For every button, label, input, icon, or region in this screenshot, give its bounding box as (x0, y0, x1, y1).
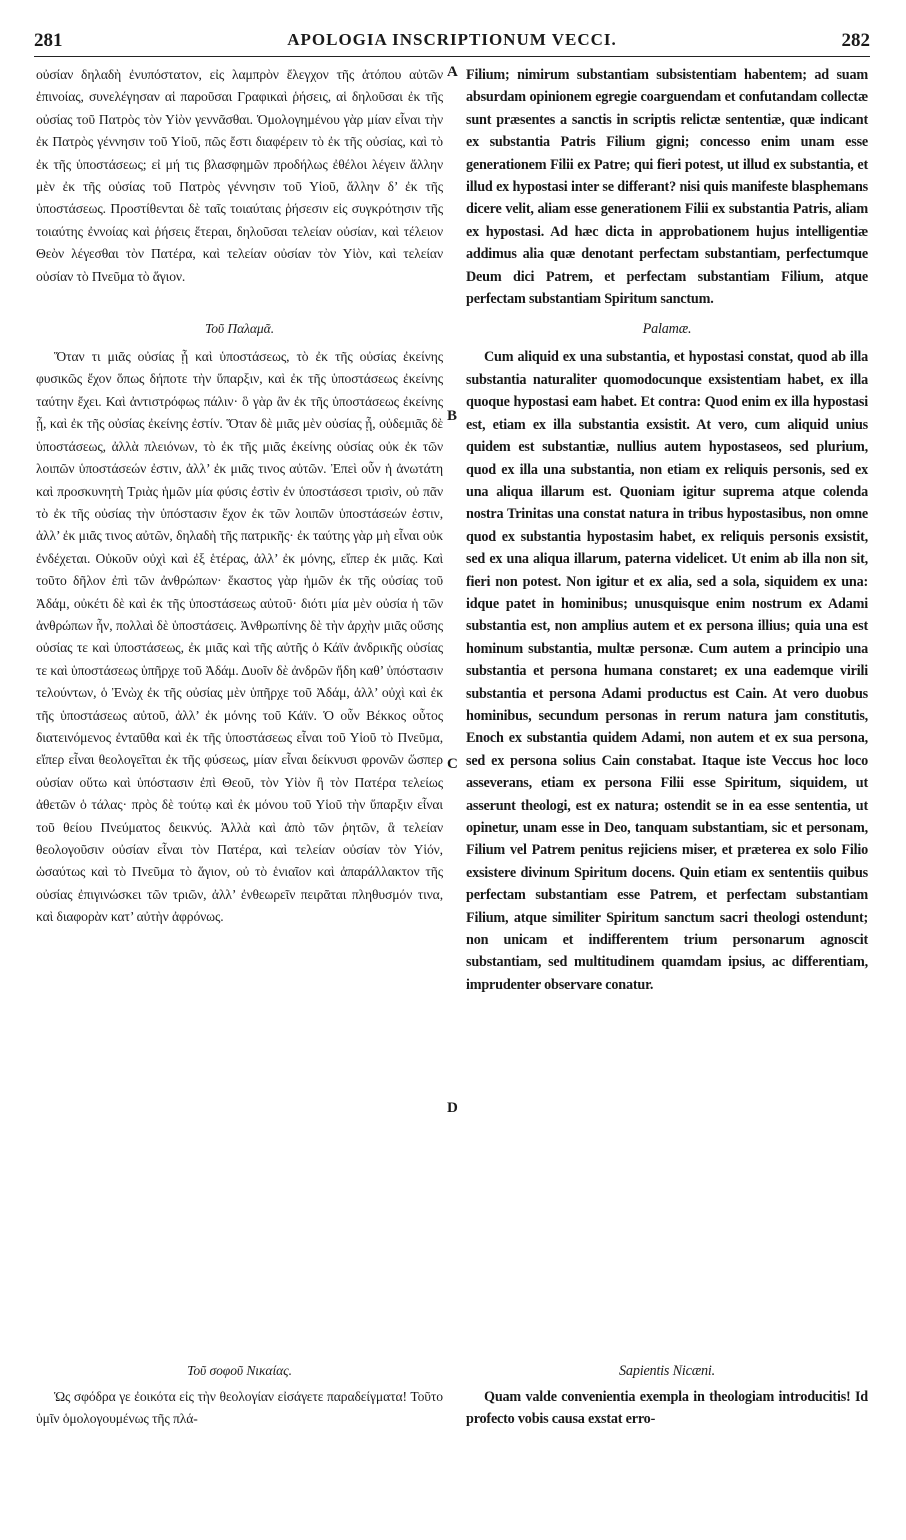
greek-paragraph-1: οὐσίαν δηλαδὴ ἐνυπόστατον, εἰς λαμπρὸν ἔλεγχον τῆς ἀτόπου αὐτῶν ἐπινοίας, συνελέγησαν αἱ παροῦσαι Γραφικαὶ ῥήσεις, αἱ δηλοῦσαι ἐκ τῆς οὐσίας τοῦ Πατρὸς τὸν Υἱὸν γεννᾶσθαι. Ὁμολογημένου γὰρ μίαν εἶναι τὴν ἐκ Πατρὸς γέννησιν τοῦ Υἱοῦ, πῶς ἔστι διαφέρειν τὸ ἐκ τῆς οὐσίας, καὶ τὸ ἐκ τῆς ὑποστάσεως; εἰ μή τις βλασφημῶν προδήλως ἐθέλοι λέγειν ἄλλην μὲν ἐκ τῆς οὐσίας τοῦ Πατρὸς γέννησιν τοῦ Υἱοῦ, ἄλλην δ’ ἐκ τῆς ὑποστάσεως. Προστίθενται δὲ ταῖς τοιαύταις ῥήσεσιν εἰς συγκρότησιν τῆς τοιαύτης ἐννοίας καὶ ῥήσεις ἕτεραι, δηλοῦσαι τελείαν οὐσίαν, καὶ τέλειον Θεὸν λέγεσθαι τὸν Πατέρα, καὶ τελείαν οὐσίαν τὸν Υἱὸν, καὶ τελείαν οὐσίαν τὸ Πνεῦμα τὸ ἅγιον. (36, 67, 443, 284)
greek-column (36, 64, 443, 1427)
greek-heading-nicaea: Τοῦ σοφοῦ Νικαίας. (187, 1363, 292, 1378)
latin-paragraph-2: Cum aliquid ex una substantia, et hypostasi constat, quod ab illa substantia naturaliter quomodocunque exsistentiam habet, ex illa quoque hypostasi eam habet. Et contra: Quod enim ex illa hypostasi est, etiam ex illa substantia exsistit. At vero, cum aliquid unius quidem est substantiæ, nullius autem hypostaseos, sed plurium, quod ex illa una substantia, non etiam ex reliquis personis, sed ex una aliqua illarum est. Quoniam igitur suprema atque colenda nostra Trinitas una constat natura in tribus hypostasibus, non omne quod ex substantia hypostasim habet, ex reliquis personis exsistit, sed ex una aliqua illarum, paterna videlicet. Ut enim ab illa non sit, fieri non potest. Non igitur et ex alia, sed a sola, siquidem ex una: idque patet in hominibus; unusquisque enim nostrum ex Adami substantia est, non amplius autem et ex persona illius; quia una est hominum substantia, multæ personæ. Cum autem a principio una substantia et persona humana constaret; ex una eademque virili substantia et persona Adami productus est Cain. At vero duobus hominibus, secundum personas in rerum natura jam constitutis, Enoch ex substantia quidem Adami, non autem et ex sua persona, sed ex persona solius Cain constabat. Itaque iste Veccus hoc loco asseverans, etiam ex persona Filii esse Spiritum, siquidem, ut asserunt theologi, est ex natura; ostendit se in ea esse sententia, ut opinetur, unam esse in Deo, tanquam substantiam, sic et personam, Filium vel Patrem penitus rejiciens miser, et præterea ex solo Filio exsistere divinum Spiritum docens. Quin etiam ex sententiis quibus perfectam substantiam esse Patrem, et perfectam substantiam Filium, atque similiter Spiritum sanctum sacri theologi ostendunt; non unicam et indifferentem trium personarum agnoscit substantiam, sed multitudinem quamdam ipsius, ac differentiam, imprudenter observare conatur. (466, 349, 868, 993)
page-number-left: 281 (34, 30, 63, 51)
latin-heading-palamas: Palamæ. (642, 321, 692, 338)
running-title: APOLOGIA INSCRIPTIONUM VECCI. (287, 30, 617, 49)
margin-letter-d: D (447, 1100, 458, 1116)
margin-letter-c: C (447, 756, 458, 772)
page-header (34, 30, 870, 57)
greek-heading-palamas: Τοῦ Παλαμᾶ. (205, 321, 274, 337)
latin-column (466, 64, 868, 1428)
greek-paragraph-3: Ὡς σφόδρα γε ἐοικότα εἰς τὴν θεολογίαν εἰσάγετε παραδείγματα! Τοῦτο ὑμῖν ὁμολογουμένως τῆς πλά- (36, 1389, 443, 1427)
margin-letter-b: B (447, 408, 458, 424)
latin-heading-nicaea: Sapientis Nicæni. (619, 1363, 715, 1379)
page-number-right: 282 (841, 30, 870, 51)
greek-paragraph-2: Ὅταν τι μιᾶς οὐσίας ᾖ καὶ ὑποστάσεως, τὸ ἐκ τῆς οὐσίας ἐκείνης φυσικῶς ἔχον ὅπως δήποτε τὴν ὕπαρξιν, καὶ ἐκ τῆς ὑποστάσεως ἐκείνης ταύτην ἔχει. Καὶ ἀντιστρόφως πάλιν· ὃ γὰρ ἂν ἐκ τῆς ὑποστάσεως ἐκείνης ᾖ, καὶ ἐκ τῆς οὐσίας ἐκείνης ἐστίν. Ὅταν δὲ μιᾶς μὲν οὐσίας ᾖ, οὐδεμιᾶς δὲ ὑποστάσεως, ἀλλὰ πλειόνων, τὸ ἐκ τῆς μιᾶς ἐκείνης οὐσίας οὐκ ἐκ τῶν λοιπῶν ὑποστάσεών ἐστιν, ἀλλ’ ἐκ μιᾶς τινος αὐτῶν. Ἐπεὶ οὖν ἡ ἀνωτάτη καὶ προσκυνητὴ Τριὰς ἡμῶν μία φύσις ἐστὶν ἐν ὑποστάσεσι τρισὶν, οὐ πᾶν τὸ ἐκ τῆς οὐσίας τὴν ὑπόστασιν ἔχον ἐκ τῶν λοιπῶν ὑποστάσεών ἐστιν, ἀλλ’ ἐκ μιᾶς τινος αὐτῶν, δηλαδὴ τῆς πατρικῆς· ἐκ ταύτης γὰρ μὴ εἶναι οὐκ ἐνδέχεται. Οὐκοῦν οὐχὶ καὶ ἐξ ἑτέρας, ἀλλ’ ἐκ μόνης, εἴπερ ἐκ μιᾶς. Καὶ τοῦτο δῆλον ἐπὶ τῶν ἀνθρώπων· ἕκαστος γὰρ ἡμῶν ἐκ τῆς οὐσίας τοῦ Ἀδάμ, οὐκέτι δὲ καὶ ἐκ τῆς ὑποστάσεως αὐτοῦ· διότι μία μὲν οὐσία ἡ τῶν ἀνθρώπων ἦν, πολλαὶ δὲ ὑποστάσεις. Ἀνθρωπίνης δὲ τὴν ἀρχὴν μιᾶς οὔσης οὐσίας τε καὶ ὑποστάσεως, ἐκ μιᾶς καὶ τῆς αὐτῆς ὁ Κάϊν ἀνδρικῆς οὐσίας τε καὶ ὑποστάσεως ὑπῆρχε τοῦ Ἀδάμ. Δυοῖν δὲ ἀνδρῶν ἤδη καθ’ ὑπόστασιν τελούντων, ὁ Ἐνὼχ ἐκ τῆς οὐσίας μὲν ὑπῆρχε τοῦ Ἀδάμ, ἀλλ’ οὐχὶ καὶ ἐκ τῆς ὑποστάσεως αὐτοῦ, ἀλλ’ ἐκ μόνης τοῦ Κάϊν. Ὁ οὖν Βέκκος οὗτος διατεινόμενος ἐνταῦθα καὶ ἐκ τῆς ὑποστάσεως εἶναι τοῦ Υἱοῦ τὸ Πνεῦμα, εἴπερ εἶναι θεολογεῖται ἐκ τῆς φύσεως, μίαν εἶναι δείκνυσι φρονῶν ὥσπερ οὐσίαν οὕτω καὶ ὑπόστασιν ἐπὶ Θεοῦ, τὸν Υἱὸν ἢ τὸν Πατέρα τελείως ἀθετῶν ὁ τάλας· πρὸς δὲ τούτῳ καὶ ἐκ μόνου τοῦ Υἱοῦ τὴν ὕπαρξιν εἶναι τοῦ θείου Πνεύματος δεικνύς. Ἀλλὰ καὶ ἀπὸ τῶν ῥητῶν, ἃ τελείαν θεολογοῦσιν οὐσίαν εἶναι τὸν Πατέρα, καὶ τελείαν οὐσίαν τὸν Υἱόν, ὡσαύτως καὶ τὸ Πνεῦμα τὸ ἅγιον, οὐ τὸ ἑνιαῖον καὶ ἀπαράλλακτον τῆς οὐσίας ἐπιγινώσκει τῶν τριῶν, ἀλλ’ ἐνθεωρεῖν πειρᾶται πληθυσμόν τινα, καὶ διαφορὰν κατ’ αὐτὴν ἀφρόνως. (36, 349, 443, 925)
latin-paragraph-3: Quam valde convenientia exempla in theologiam introducitis! Id profecto vobis causa exstat erro- (466, 1389, 868, 1428)
latin-paragraph-1: Filium; nimirum substantiam subsistentiam habentem; ad suam absurdam opinionem egregie coarguendam et confutandam collectæ sunt præsentes a sanctis in scriptis relictæ sententiæ, quæ indicant ex substantia Patris Filium gigni; concesso enim unam esse generationem Filii ex Patre; qui fieri potest, ut illud ex substantia, et illud ex hypostasi inter se differant? nisi quis manifeste blasphemans dicere velit, aliam esse generationem Filii ex substantia Patris, aliam ex hypostasi. Ad hæc dicta in approbationem hujus intelligentiæ addimus alia quæ denotant perfectam substantiam, perfectumque Deum dici Patrem, et perfectam substantiam Filium, atque perfectam substantiam Spiritum sanctum. (466, 67, 868, 308)
margin-letter-a: A (447, 64, 458, 80)
